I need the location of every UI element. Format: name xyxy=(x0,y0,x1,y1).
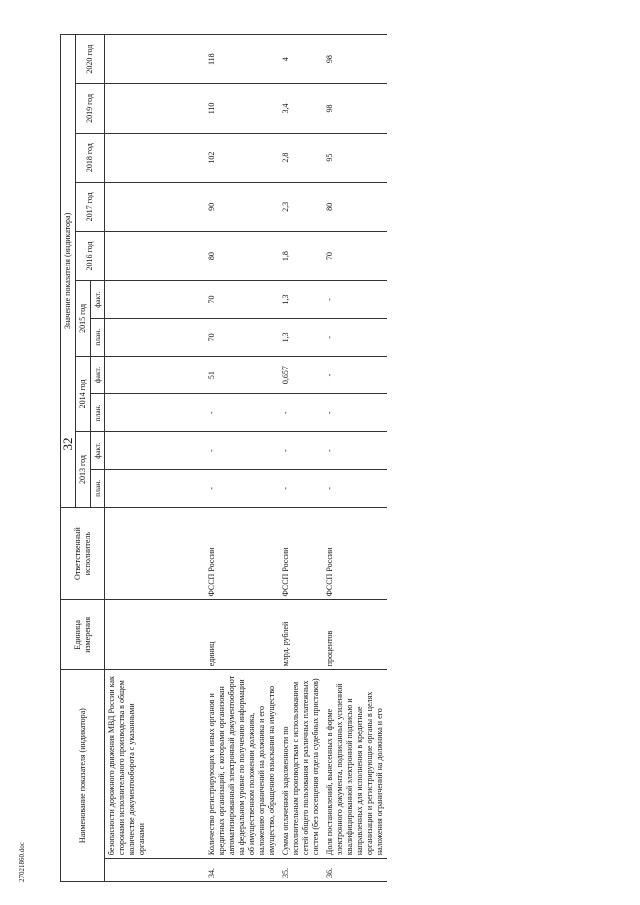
row-value-2017 xyxy=(105,182,206,231)
row-value-2016 xyxy=(105,231,206,280)
row-value-2013-plan: - xyxy=(205,469,279,507)
row-value-2014-fact xyxy=(105,356,206,394)
row-value-2014-plan: - xyxy=(205,394,279,432)
row-responsible: ФССП России xyxy=(205,507,279,600)
header-2013-plan: план. xyxy=(91,469,105,507)
row-value-2013-fact: - xyxy=(323,432,387,470)
table-row xyxy=(279,35,323,882)
row-value-2013-plan: - xyxy=(279,469,323,507)
row-value-2014-fact: 0,657 xyxy=(279,356,323,394)
row-value-2015-fact: 1,3 xyxy=(279,281,323,319)
row-name: Доля постановлений, вынесенных в форме электронного документа, подписанных усиленной квалифицированной электронной подписью и направленных для исполнения в кредитные организации и регистрирующие органы в целях наложения ограничений на должника и его xyxy=(323,670,387,859)
row-value-2015-fact xyxy=(105,281,206,319)
row-name: Сумма оплаченной задолженности по исполнительным производствам с использованием сетей общего пользования и различных платежных систем (без посещения отдела судебных приставов) xyxy=(279,670,323,859)
header-2020: 2020 год xyxy=(76,35,105,84)
header-2017: 2017 год xyxy=(76,182,105,231)
row-value-2016: 70 xyxy=(323,231,387,280)
row-value-2018: 102 xyxy=(205,133,279,182)
row-unit: млрд. рублей xyxy=(279,600,323,670)
header-name: Наименование показателя (индикатора) xyxy=(61,670,105,882)
row-value-2013-fact: - xyxy=(205,432,279,470)
header-responsible: Ответственный исполнитель xyxy=(61,507,105,600)
row-value-2015-plan: 1,3 xyxy=(279,318,323,356)
rotated-page xyxy=(60,34,620,882)
table-row xyxy=(323,35,387,882)
row-name: безопасности дорожного движения МВД России как сторонами исполнительного производства в общем количестве документооборота с указанными органами xyxy=(105,670,206,859)
row-value-2019 xyxy=(105,84,206,133)
row-value-2014-plan xyxy=(105,394,206,432)
row-value-2016: 1,8 xyxy=(279,231,323,280)
header-2015: 2015 год xyxy=(76,281,91,357)
row-value-2013-plan: - xyxy=(323,469,387,507)
row-value-2015-fact: 70 xyxy=(205,281,279,319)
header-2013-fact: факт. xyxy=(91,432,105,470)
indicator-table xyxy=(60,34,387,882)
header-2014-plan: план. xyxy=(91,394,105,432)
row-responsible: ФССП России xyxy=(323,507,387,600)
row-value-2014-fact: 51 xyxy=(205,356,279,394)
row-value-2020: 118 xyxy=(205,35,279,84)
row-number: 35. xyxy=(279,859,323,882)
header-2015-fact: факт. xyxy=(91,281,105,319)
table-row xyxy=(205,35,279,882)
header-2019: 2019 год xyxy=(76,84,105,133)
row-value-2015-plan xyxy=(105,318,206,356)
row-value-2019: 3,4 xyxy=(279,84,323,133)
table-row xyxy=(105,35,206,882)
row-value-2017: 2,3 xyxy=(279,182,323,231)
row-value-2017: 90 xyxy=(205,182,279,231)
row-value-2018: 95 xyxy=(323,133,387,182)
row-value-2018 xyxy=(105,133,206,182)
header-values-group: Значение показателя (индикатора) xyxy=(61,35,76,508)
header-2018: 2018 год xyxy=(76,133,105,182)
row-value-2015-plan: 70 xyxy=(205,318,279,356)
page-number: 32 xyxy=(60,437,75,451)
footer-filename: 27021860.doc xyxy=(18,842,26,882)
row-responsible xyxy=(105,507,206,600)
header-unit: Единица измерения xyxy=(61,600,105,670)
row-value-2014-plan: - xyxy=(323,394,387,432)
row-number: 36. xyxy=(323,859,387,882)
row-value-2020: 98 xyxy=(323,35,387,84)
header-2014-fact: факт. xyxy=(91,356,105,394)
row-responsible: ФССП России xyxy=(279,507,323,600)
header-2013: 2013 год xyxy=(76,432,91,508)
row-value-2013-fact: - xyxy=(279,432,323,470)
row-value-2013-plan xyxy=(105,469,206,507)
row-number: 34. xyxy=(205,859,279,882)
header-2014: 2014 год xyxy=(76,356,91,432)
row-unit: процентов xyxy=(323,600,387,670)
row-value-2020: 4 xyxy=(279,35,323,84)
row-value-2016: 80 xyxy=(205,231,279,280)
header-2015-plan: план. xyxy=(91,318,105,356)
header-2016: 2016 год xyxy=(76,231,105,280)
row-number xyxy=(105,859,206,882)
row-value-2015-fact: - xyxy=(323,281,387,319)
rotated-table-container xyxy=(60,34,620,882)
row-value-2013-fact xyxy=(105,432,206,470)
row-value-2014-fact: - xyxy=(323,356,387,394)
row-name: Количество регистрирующих и иных органов и кредитных организаций, с которыми организован автоматизированный электронный документооборот на федеральном уровне по получению информации об имущественном положении должника, наложению ограничений на должника и его имущество, обращению взыскания на имущество xyxy=(205,670,279,859)
row-value-2019: 110 xyxy=(205,84,279,133)
row-value-2014-plan: - xyxy=(279,394,323,432)
row-unit: единиц xyxy=(205,600,279,670)
row-value-2019: 98 xyxy=(323,84,387,133)
row-value-2020 xyxy=(105,35,206,84)
row-unit xyxy=(105,600,206,670)
row-value-2017: 80 xyxy=(323,182,387,231)
row-value-2015-plan: - xyxy=(323,318,387,356)
row-value-2018: 2,8 xyxy=(279,133,323,182)
